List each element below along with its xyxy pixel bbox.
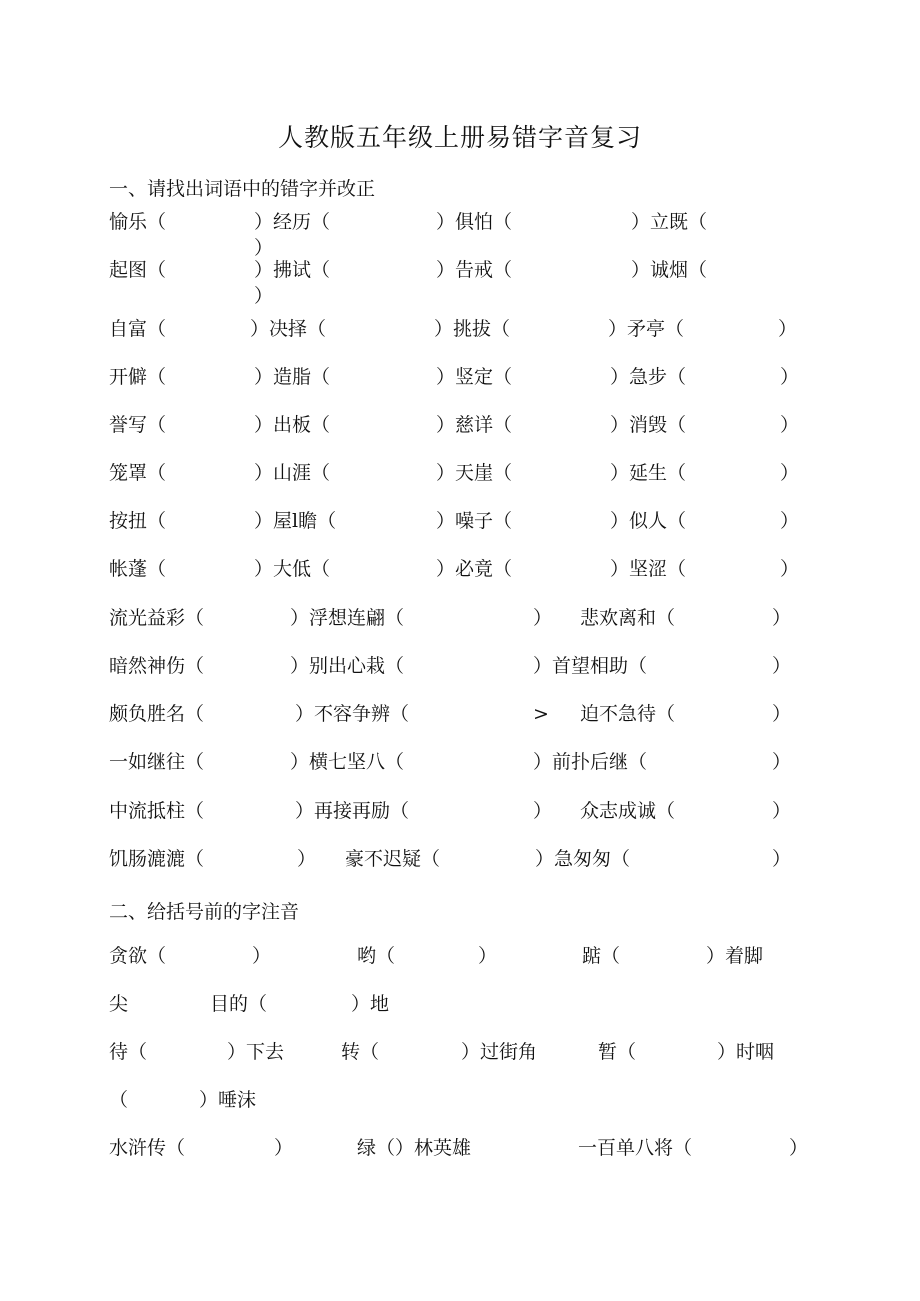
exercise-item: ） [780,366,800,388]
exercise-item: ）出板（ [254,414,331,436]
exercise-item: ）地 [351,993,390,1015]
exercise-item: ） [780,414,800,436]
exercise-item: 目的（ [210,993,268,1015]
exercise-item: ）天崖（ [436,462,513,484]
exercise-item: ）屋l瞻（ [254,510,337,532]
exercise-item: 转（ [341,1041,380,1063]
exercise-item: ）消毁（ [610,414,687,436]
exercise-item: ） [297,848,317,870]
exercise-item: 中流抵柱（ [109,800,205,822]
exercise-item: ）不容争辨（ [295,703,410,725]
exercise-item: 尖 [109,993,129,1015]
exercise-item: ） [780,510,800,532]
exercise-item: 绿（）林英雄 [357,1137,472,1159]
exercise-item: 起图（ [109,259,167,281]
exercise-item: ）竖定（ [436,366,513,388]
exercise-item: ） [780,462,800,484]
exercise-item: ）延生（ [610,462,687,484]
exercise-item: 开僻（ [109,366,167,388]
exercise-item: ） [772,751,792,773]
exercise-item: ）过街角 [461,1041,538,1063]
exercise-item: ）时咽 [717,1041,775,1063]
section-2-heading: 二、给括号前的字注音 [109,901,300,923]
exercise-item: ） [478,945,498,967]
exercise-item: 饥肠漉漉（ [109,848,205,870]
exercise-item: ） [254,285,274,307]
exercise-item: ） [252,945,272,967]
exercise-item: ）拂试（ [254,259,331,281]
exercise-item: ） [533,800,553,822]
exercise-item: ）着脚 [706,945,764,967]
exercise-item: ）急匆匆（ [535,848,631,870]
exercise-item: 愉乐（ [109,211,167,233]
exercise-item: ） [772,848,792,870]
exercise-item: ）决择（ [250,318,327,340]
exercise-item: ）立既（ [631,211,708,233]
exercise-item: （ [109,1089,129,1111]
exercise-item: > [533,703,549,725]
exercise-item: 水浒传（ [109,1137,186,1159]
exercise-item: 众志成诚（ [580,800,676,822]
exercise-item: 帐蓬（ [109,558,167,580]
exercise-item: 自富（ [109,318,167,340]
exercise-item: ） [789,1137,809,1159]
exercise-item: ）下去 [227,1041,285,1063]
exercise-item: ）首望相助（ [533,655,648,677]
exercise-item: ）山涯（ [254,462,331,484]
exercise-item: ） [778,318,798,340]
exercise-item: ）矛亭（ [608,318,685,340]
exercise-item: 踮（ [582,945,621,967]
exercise-item: ） [274,1137,294,1159]
exercise-item: ）必竟（ [436,558,513,580]
exercise-item: ）俱怕（ [436,211,513,233]
exercise-item: ）造脂（ [254,366,331,388]
exercise-item: ）挑拔（ [434,318,511,340]
exercise-item: 笼罩（ [109,462,167,484]
exercise-item: 按扭（ [109,510,167,532]
exercise-item: ） [780,558,800,580]
exercise-item: ）横七坚八（ [290,751,405,773]
exercise-item: 迫不急待（ [580,703,676,725]
exercise-item: 誉写（ [109,414,167,436]
exercise-item: ）再接再励（ [295,800,410,822]
section-1-heading: 一、请找出词语中的错字并改正 [109,178,376,200]
exercise-item: 暂（ [598,1041,637,1063]
exercise-item: 豪不迟疑（ [345,848,441,870]
exercise-item: 流光益彩（ [109,607,205,629]
exercise-item: 待（ [109,1041,148,1063]
page-title: 人教版五年级上册易错字音复习 [277,123,642,152]
exercise-item: ） [772,800,792,822]
exercise-item: ）经历（ [254,211,331,233]
exercise-item: ） [772,703,792,725]
exercise-item: ）噪子（ [436,510,513,532]
exercise-item: ） [533,607,553,629]
exercise-item: ）似人（ [610,510,687,532]
exercise-item: ）别出心栽（ [290,655,405,677]
exercise-item: ）坚涩（ [610,558,687,580]
exercise-item: ）诚烟（ [631,259,708,281]
exercise-item: ）大低（ [254,558,331,580]
exercise-item: 贪欲（ [109,945,167,967]
exercise-item: ） [772,607,792,629]
exercise-item: ）唾沫 [199,1089,257,1111]
exercise-item: ）急步（ [610,366,687,388]
exercise-item: 一如继往（ [109,751,205,773]
exercise-item: 一百单八将（ [578,1137,693,1159]
exercise-item: 暗然神伤（ [109,655,205,677]
exercise-item: ） [772,655,792,677]
exercise-item: ）前扑后继（ [533,751,648,773]
exercise-item: ）慈详（ [436,414,513,436]
exercise-item: 颇负胜名（ [109,703,205,725]
exercise-item: ）告戒（ [436,259,513,281]
exercise-item: 哟（ [357,945,396,967]
exercise-item: ）浮想连翩（ [290,607,405,629]
exercise-item: ） [254,237,274,259]
exercise-item: 悲欢离和（ [580,607,676,629]
